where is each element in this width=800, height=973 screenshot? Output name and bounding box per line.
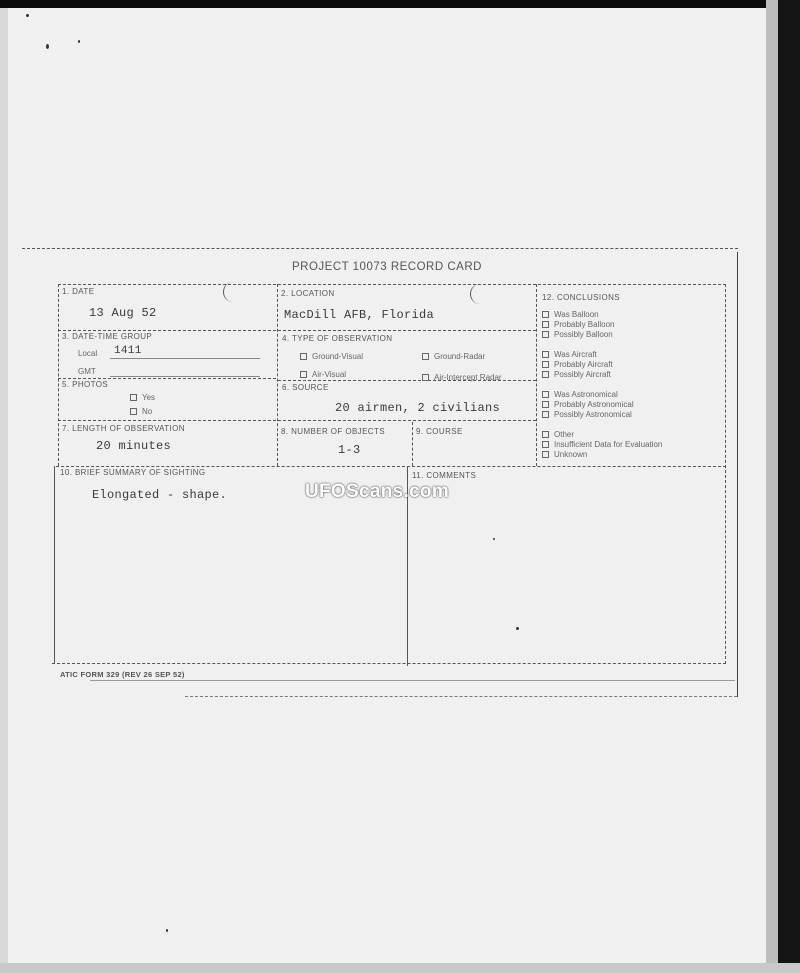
conclusion-option: Unknown [542,450,587,459]
conclusion-option: Other [542,430,574,439]
photos-option-yes: Yes [130,393,155,402]
dtg-local-label: Local [78,349,98,358]
speck [26,14,29,17]
num-objects-value: 1-3 [338,443,361,457]
date-value: 13 Aug 52 [89,306,157,320]
grid-line [58,284,726,285]
course-label: 9. COURSE [416,427,463,436]
type-option-air-intercept-radar: Air-Intercept Radar [422,373,502,382]
form-number: ATIC FORM 329 (REV 26 SEP 52) [60,670,185,679]
checkbox-icon [542,441,549,448]
photos-label: 5. PHOTOS [62,380,109,389]
source-label: 6. SOURCE [282,383,329,392]
underline [110,358,260,359]
grid-line [58,378,276,379]
conclusion-option: Was Astronomical [542,390,618,399]
conclusion-option: Possibly Balloon [542,330,613,339]
location-label: 2. LOCATION [281,289,335,298]
length-label: 7. LENGTH OF OBSERVATION [62,424,185,433]
checkbox-icon [542,361,549,368]
conclusion-option: Was Balloon [542,310,599,319]
scan-edge-right [778,0,800,973]
scan-edge-top [0,0,800,8]
grid-line [90,680,735,681]
checkbox-icon [542,431,549,438]
conclusion-option: Insufficient Data for Evaluation [542,440,662,449]
source-value: 20 airmen, 2 civilians [335,401,501,415]
speck [166,929,168,932]
checkbox-icon [542,321,549,328]
punch-mark [223,282,238,302]
dtg-local-value: 1411 [114,345,142,357]
conclusion-option: Probably Astronomical [542,400,634,409]
checkbox-icon [300,371,307,378]
grid-line [52,663,726,664]
card-border-top [22,248,738,249]
grid-line [56,466,726,467]
type-label: 4. TYPE OF OBSERVATION [282,334,393,343]
conclusion-option: Was Aircraft [542,350,597,359]
checkbox-icon [422,374,429,381]
speck [493,538,495,540]
grid-line [58,420,536,421]
underline [110,376,260,377]
dtg-label: 3. DATE-TIME GROUP [62,332,153,341]
conclusion-option: Possibly Astronomical [542,410,632,419]
summary-label: 10. BRIEF SUMMARY OF SIGHTING [60,468,206,477]
type-option-ground-visual: Ground-Visual [300,352,363,361]
card-border-right [737,252,738,697]
comments-label: 11. COMMENTS [412,471,477,480]
grid-line [536,284,537,466]
conclusion-option: Probably Balloon [542,320,614,329]
location-value: MacDill AFB, Florida [284,308,435,322]
watermark: UFOScans.com [305,481,450,502]
checkbox-icon [130,394,137,401]
checkbox-icon [542,371,549,378]
date-label: 1. DATE [62,287,95,296]
grid-line [58,284,59,466]
conclusion-option: Probably Aircraft [542,360,613,369]
conclusions-label: 12. CONCLUSIONS [542,293,621,302]
num-objects-label: 8. NUMBER OF OBJECTS [281,427,386,436]
checkbox-icon [542,401,549,408]
type-option-air-visual: Air-Visual [300,370,346,379]
checkbox-icon [542,351,549,358]
speck [78,40,80,43]
checkbox-icon [542,311,549,318]
grid-line [54,466,55,663]
length-value: 20 minutes [96,439,172,453]
grid-line [58,330,536,331]
conclusion-option: Possibly Aircraft [542,370,611,379]
dtg-gmt-label: GMT [78,367,96,376]
punch-mark [470,284,485,304]
checkbox-icon [542,391,549,398]
photos-option-no: No [130,407,152,416]
scan-edge-right-shade [766,0,778,973]
speck [46,44,49,49]
card-border-bottom [185,696,737,697]
checkbox-icon [422,353,429,360]
checkbox-icon [542,451,549,458]
checkbox-icon [300,353,307,360]
grid-line [725,284,726,664]
speck [516,627,519,630]
checkbox-icon [542,411,549,418]
grid-line [277,284,278,466]
checkbox-icon [542,331,549,338]
grid-line [412,422,413,466]
summary-value: Elongated - shape. [92,488,228,502]
type-option-ground-radar: Ground-Radar [422,352,485,361]
scan-edge-left [0,8,8,973]
card-title: PROJECT 10073 RECORD CARD [292,261,482,273]
checkbox-icon [130,408,137,415]
scan-edge-bottom [0,963,800,973]
